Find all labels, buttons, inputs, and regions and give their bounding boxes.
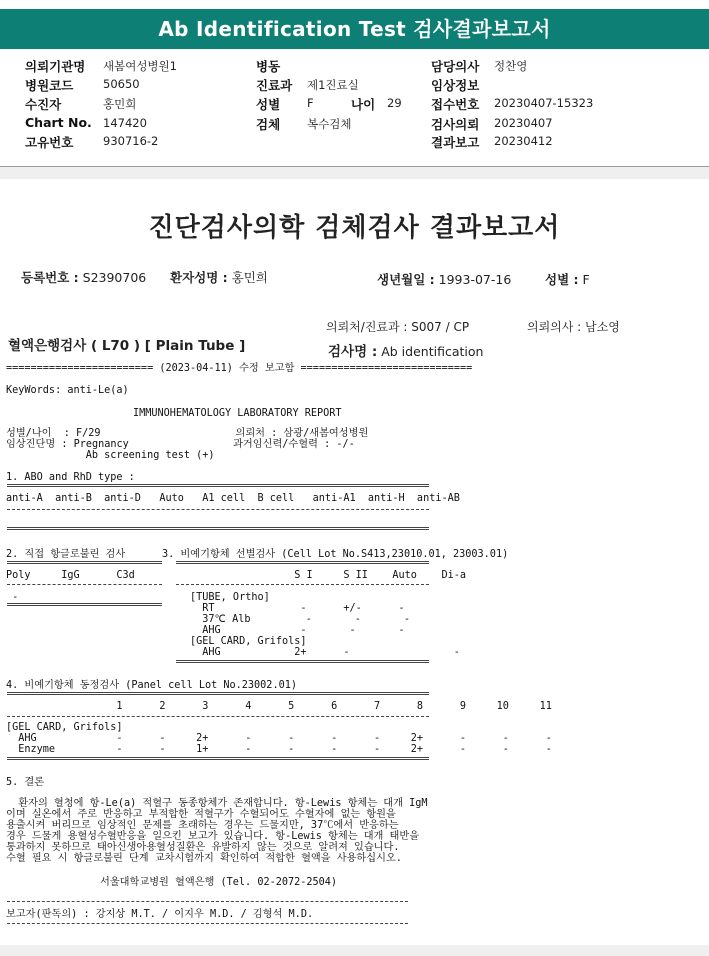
patient-sex	[545, 270, 590, 288]
meta-value: 새봄여성병원1	[103, 59, 177, 73]
patient-name-label: 환자성명 :	[170, 270, 228, 285]
screening-row: RT - +/- -	[6, 603, 405, 614]
divider	[7, 692, 429, 695]
test-name-value: Ab identification	[381, 344, 484, 359]
divider	[7, 509, 429, 510]
meta-value: 복수검체	[307, 117, 352, 131]
divider	[7, 716, 429, 717]
panel-table-header: 1 2 3 4 5 6 7 8 9 10 11	[6, 701, 552, 712]
meta-label: 접수번호	[431, 97, 480, 112]
page-gap	[0, 167, 709, 179]
meta-value: 정찬영	[494, 59, 528, 73]
meta-label: 임상정보	[431, 78, 480, 93]
screening-row: [GEL CARD, Grifols]	[6, 636, 307, 647]
meta-label: 검체	[256, 117, 281, 132]
lab-report-heading: IMMUNOHEMATOLOGY LABORATORY REPORT	[133, 408, 342, 419]
page-gap-bottom	[0, 945, 709, 956]
meta-label: 의뢰기관명	[25, 59, 86, 74]
patient-name	[170, 268, 268, 286]
meta-label: 성별	[256, 97, 281, 112]
conclusion-line: 용출시켜 버리므로 임상적인 문제를 초래하는 경우는 드물지만, 37℃에서 반응하는	[6, 820, 399, 831]
meta-value: 홍민희	[103, 97, 137, 111]
screening-row: AHG 2+ - -	[6, 647, 460, 658]
birth-date-label: 생년월일 :	[377, 272, 435, 287]
conclusion-line: 환자의 혈청에 항-Le(a) 적혈구 동종항체가 존재합니다. 항-Lewis 항체는 대개 IgM	[6, 798, 428, 809]
section-heading: 1. ABO and RhD type :	[6, 472, 135, 483]
screening-table-header: Poly IgG C3d S I S II Auto Di-a	[6, 570, 467, 581]
meta-value: 147420	[103, 116, 147, 130]
registration-value: S2390706	[82, 270, 147, 285]
requesting-doctor: 의뢰의사 : 남소영	[527, 320, 620, 334]
meta-value: 930716-2	[103, 134, 159, 148]
divider	[7, 484, 429, 487]
requesting-dept: 의뢰처/진료과 : S007 / CP	[326, 320, 470, 334]
conclusion-line: 수혈 필요 시 항글로불린 단계 교차시험까지 확인하여 적합한 혈액을 사용하십시오.	[6, 853, 402, 864]
meta-value: 제1진료실	[307, 78, 359, 92]
meta-label: 병동	[256, 59, 281, 74]
test-name	[328, 340, 483, 360]
meta-label: 고유번호	[25, 135, 74, 150]
divider	[7, 527, 429, 530]
section-heading: 5. 결론	[6, 777, 45, 788]
meta-value: 20230412	[494, 134, 553, 148]
blood-bank-contact: 서울대학교병원 혈액은행 (Tel. 02-2072-2504)	[100, 877, 338, 888]
keywords: KeyWords: anti-Le(a)	[6, 385, 129, 396]
meta-label: Chart No.	[25, 115, 92, 130]
section-heading: 4. 비예기항체 동정검사 (Panel cell Lot No.23002.01)	[6, 680, 297, 691]
screening-row: 37℃ Alb - - -	[6, 614, 410, 625]
report-line: Ab screening test (+)	[6, 450, 215, 461]
conclusion-line: 이며 실온에서 주로 반응하고 부적합한 적혈구가 수혈되어도 수혈자에 없는 항원을	[6, 809, 396, 820]
screening-row: AHG - - -	[6, 625, 405, 636]
registration-number	[21, 268, 146, 286]
divider	[176, 660, 429, 663]
screening-row: - [TUBE, Ortho]	[6, 592, 270, 603]
conclusion-line: 경우 드물게 용혈성수혈반응을 일으킨 보고가 있습니다. 항-Lewis 항체는 대개 태반을	[6, 831, 420, 842]
test-category-title: 혈액은행검사 ( L70 ) [ Plain Tube ]	[8, 338, 246, 354]
meta-value: F	[307, 96, 314, 110]
meta-label: 진료과	[256, 78, 293, 93]
patient-meta-panel	[0, 49, 709, 167]
reporters: 보고자(판독의) : 강지상 M.T. / 이지우 M.D. / 김형석 M.D.	[6, 909, 314, 920]
conclusion-line: 통과하지 못하므로 태아신생아용혈성질환은 유발하지 않는 것으로 알려져 있습니다.	[6, 842, 400, 853]
divider	[7, 561, 162, 564]
divider	[7, 584, 162, 585]
meta-label: 결과보고	[431, 135, 480, 150]
meta-label: 담당의사	[431, 59, 480, 74]
report-line: 임상진단명 : Pregnancy 과거임신력/수혈력 : -/-	[6, 439, 355, 450]
revision-note: ======================== (2023-04-11) 수정 보고함 ============================	[6, 363, 473, 374]
divider	[7, 757, 429, 760]
meta-value: 20230407-15323	[494, 96, 594, 110]
panel-row: [GEL CARD, Grifols]	[6, 722, 123, 733]
report-main-title: 진단검사의학 검체검사 결과보고서	[148, 213, 561, 243]
divider	[7, 901, 408, 902]
registration-label: 등록번호 :	[21, 270, 79, 285]
divider	[176, 561, 429, 564]
meta-value: 20230407	[494, 116, 553, 130]
panel-row: AHG - - 2+ - - - - 2+ - - -	[6, 733, 552, 744]
meta-label: 검사의뢰	[431, 117, 480, 132]
report-line: 성별/나이 : F/29 의뢰처 : 삼광/새봄여성병원	[6, 428, 369, 439]
section-heading: 2. 직접 항글로불린 검사 3. 비예기항체 선별검사 (Cell Lot No.S413,23010.01, 23003.01)	[6, 549, 509, 560]
report-title-bar	[0, 9, 709, 49]
meta-label: 병원코드	[25, 78, 74, 93]
abo-table-header: anti-A anti-B anti-D Auto A1 cell B cell anti-A1 anti-H anti-AB	[6, 493, 460, 504]
meta-value: 29	[387, 96, 402, 110]
birth-date	[377, 270, 511, 288]
test-name-label: 검사명 :	[328, 344, 378, 360]
meta-label: 수진자	[25, 97, 62, 112]
sex-label: 성별 :	[545, 272, 579, 287]
divider	[176, 584, 429, 585]
meta-label: 나이	[351, 97, 376, 112]
report-title: Ab Identification Test 검사결과보고서	[158, 17, 551, 41]
sex-value: F	[582, 272, 590, 287]
panel-row: Enzyme - - 1+ - - - - 2+ - - -	[6, 744, 552, 755]
meta-value: 50650	[103, 77, 140, 91]
divider	[7, 923, 408, 924]
birth-date-value: 1993-07-16	[438, 272, 512, 287]
patient-name-value: 홍민희	[231, 270, 268, 285]
